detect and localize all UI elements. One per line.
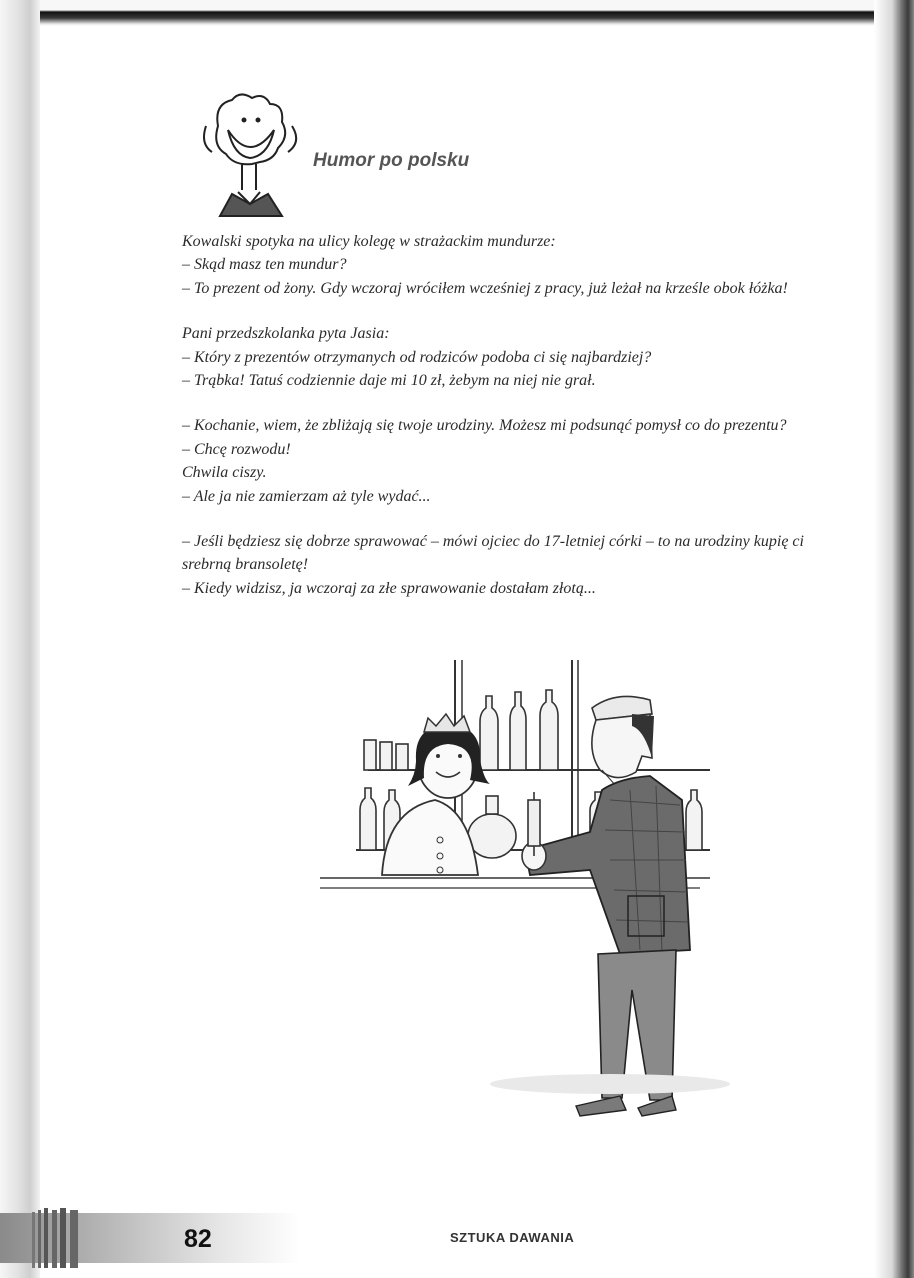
smiling-mascot-icon [198, 86, 310, 222]
page-left-edge [0, 0, 40, 1278]
joke-line: – Skąd masz ten mundur? [182, 256, 347, 274]
joke-line: – Kochanie, wiem, że zbliżają się twoje urodziny. Możesz mi podsunąć pomysł co do prezentu? [182, 417, 787, 435]
joke-3 [182, 414, 832, 508]
page-right-edge [874, 0, 914, 1278]
joke-line: – Który z prezentów otrzymanych od rodziców podoba ci się najbardziej? [182, 348, 652, 366]
joke-line: – Chcę rozwodu! [182, 440, 291, 458]
page-top-edge [0, 0, 914, 26]
joke-1 [182, 230, 832, 300]
joke-line: – Ale ja nie zamierzam aż tyle wydać... [182, 487, 431, 505]
joke-line: – Kiedy widzisz, ja wczoraj za złe sprawowanie dostałam złotą... [182, 579, 596, 597]
page-number: 82 [184, 1225, 212, 1253]
joke-line: – Trąbka! Tatuś codziennie daje mi 10 zł, żebym na niej nie grał. [182, 372, 596, 390]
book-title: SZTUKA DAWANIA [450, 1230, 575, 1245]
joke-line: Kowalski spotyka na ulicy kolegę w strażackim mundurze: [182, 233, 556, 250]
section-title: Humor po polsku [313, 150, 470, 171]
joke-line: – To prezent od żony. Gdy wczoraj wróciłem wcześniej z pracy, już leżał na krześle obok łóżka! [182, 279, 788, 297]
bar-cartoon-illustration [320, 660, 740, 1130]
joke-line: Chwila ciszy. [182, 464, 267, 482]
joke-2 [182, 322, 832, 392]
footer-stripes-decoration [30, 1208, 90, 1268]
jokes-list [182, 230, 832, 622]
joke-line: – Jeśli będziesz się dobrze sprawować – mówi ojciec do 17-letniej córki – to na urodziny kupię ci srebrną bransoletę! [182, 533, 804, 574]
joke-line: Pani przedszkolanka pyta Jasia: [182, 325, 390, 343]
joke-4 [182, 530, 832, 600]
